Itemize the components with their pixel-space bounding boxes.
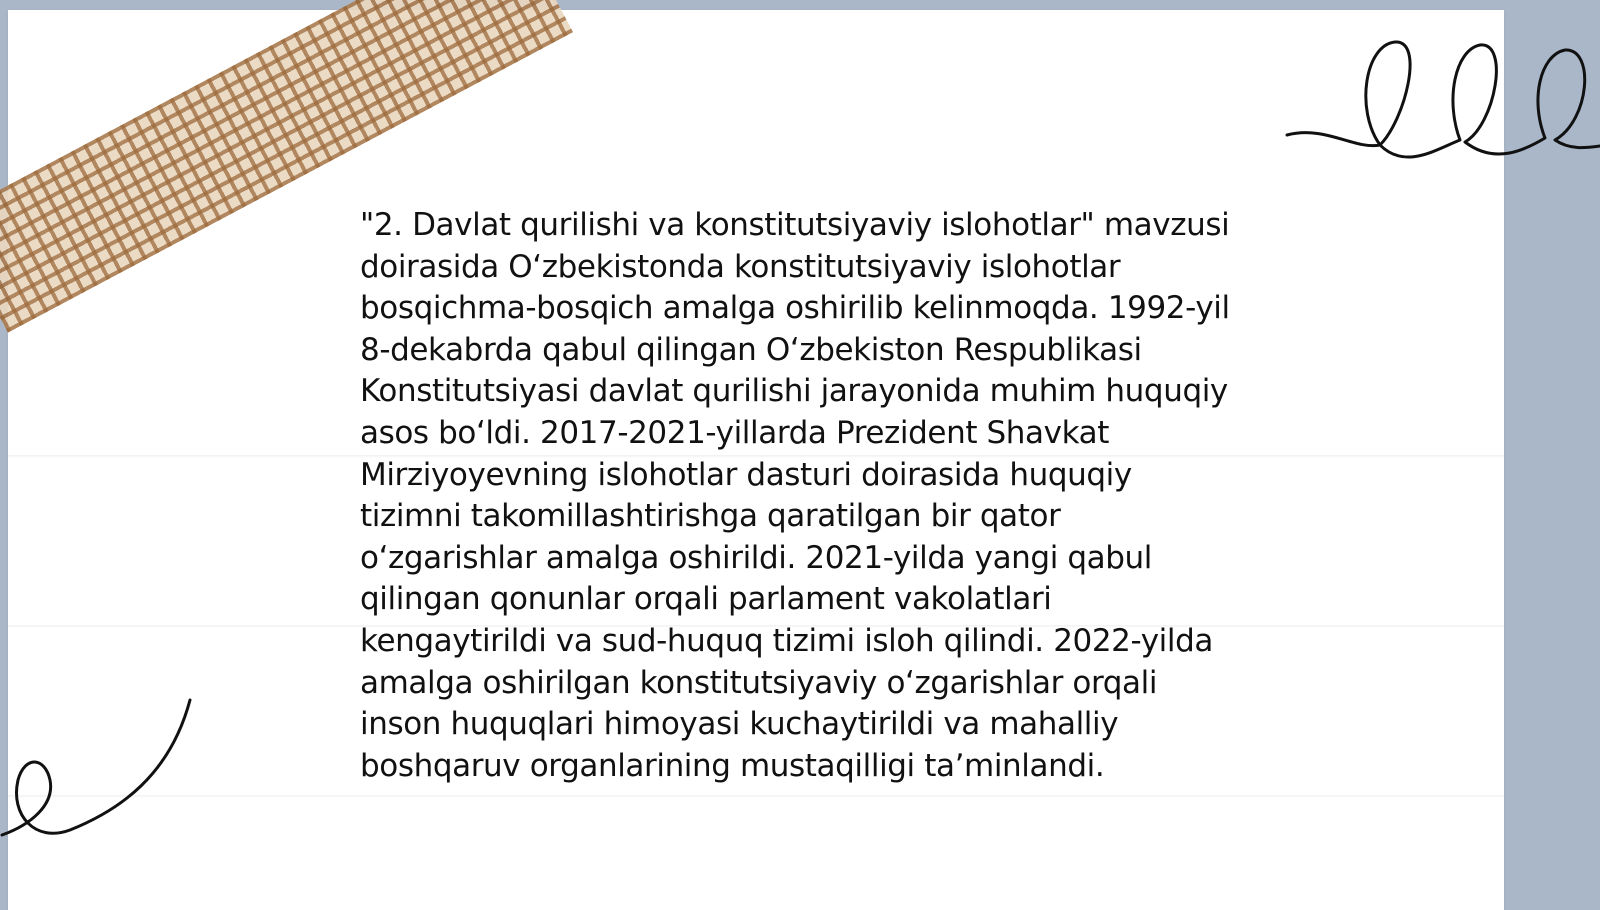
body-paragraph: "2. Davlat qurilishi va konstitutsiyaviy islohotlar" mavzusi doirasida O‘zbekistonda konstitutsiyaviy islohotlar bosqichma-bosqich amalga oshirilib kelinmoqda. 1992-yil 8-dekabrda qabul qilingan O‘zbekiston Respublikasi Konstitutsiyasi davlat qurilishi jarayonida muhim huquqiy asos bo‘ldi. 2017-2021-yillarda Prezident Shavkat Mirziyoyevning islohotlar dasturi doirasida huquqiy tizimni takomillashtirishga qaratilgan bir qator o‘zgarishlar amalga oshirildi. 2021-yilda yangi qabul qilingan qonunlar orqali parlament vakolatlari kengaytirildi va sud-huquq tizimi isloh qilindi. 2022-yilda amalga oshirilgan konstitutsiyaviy o‘zgarishlar orqali inson huquqlari himoyasi kuchaytirildi va mahalliy boshqaruv organlarining mustaqilligi ta’minlandi. <box>360 207 1230 784</box>
paper-fold-line <box>8 795 1504 798</box>
document-body <box>360 205 1240 787</box>
loop-scribble-doodle <box>1285 30 1600 165</box>
swirl-line-doodle <box>0 695 200 850</box>
